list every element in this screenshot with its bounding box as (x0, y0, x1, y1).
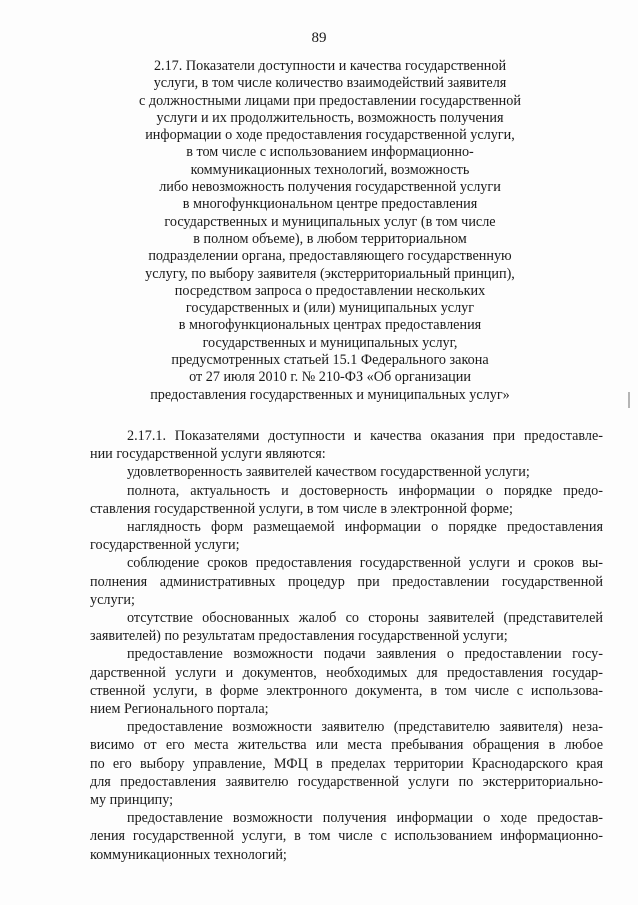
heading-line: либо невозможность получения государственной услуги (159, 179, 501, 196)
paragraph-line: заявителей) по результатам предоставления государственной услуги; (90, 628, 508, 645)
paragraph-line: нии государственной услуги являются: (90, 446, 326, 463)
heading-line: государственных и (или) муниципальных услуг (185, 300, 475, 317)
heading-line: подразделении органа, предоставляющего государственную (148, 248, 512, 265)
heading-line: с должностными лицами при предоставлении государственной (139, 92, 521, 109)
scan-edge-mark (628, 392, 630, 408)
paragraph-line: му принципу; (90, 792, 174, 809)
heading-line: государственных и муниципальных услуг, (202, 334, 458, 351)
heading-line: услуги, в том числе количество взаимодействий заявителя (153, 75, 507, 92)
paragraph-line: по его выбору управление, МФЦ в пределах территории Краснодарского края (90, 755, 603, 772)
paragraph-line: 2.17.1. Показателями доступности и качества оказания при предоставле- (127, 428, 603, 444)
heading-line: в том числе с использованием информационно- (186, 144, 474, 161)
paragraph-line: государственной услуги; (90, 537, 240, 554)
paragraph-line: ления государственной услуги, в том числе с использованием информационно- (90, 828, 603, 845)
paragraph-line: услуги; (90, 591, 135, 608)
paragraph-line: удовлетворенность заявителей качеством государственной услуги; (127, 464, 530, 481)
heading-line: предоставления государственных и муниципальных услуг» (150, 386, 510, 403)
paragraph-line: дарственной услуги и документов, необходимых для предоставления государ- (90, 664, 603, 681)
heading-line: коммуникационных технологий, возможность (190, 161, 470, 178)
body-text (90, 427, 603, 864)
paragraph-line: полнота, актуальность и достоверность информации о порядке предо- (127, 482, 603, 499)
paragraph-line: нием Регионального портала; (90, 701, 269, 718)
paragraph-line: для предоставления заявителю государственной услуги по экстерриториально- (90, 773, 603, 790)
heading-line: услугу, по выбору заявителя (экстерриториальный принцип), (145, 265, 515, 282)
heading-line: информации о ходе предоставления государственной услуги, (145, 127, 515, 144)
paragraph-line: предоставление возможности подачи заявления о предоставлении госу- (127, 646, 603, 663)
paragraph-line: наглядность форм размещаемой информации о порядке предоставления (127, 519, 603, 536)
paragraph-line: соблюдение сроков предоставления государственной услуги и сроков вы- (127, 555, 603, 572)
paragraph-line: предоставление возможности заявителю (представителю заявителя) неза- (127, 719, 603, 736)
paragraph-line: полнения административных процедур при предоставлении государственной (90, 573, 603, 590)
section-heading (100, 58, 560, 404)
heading-line: 2.17. Показатели доступности и качества государственной (153, 58, 507, 74)
paragraph-line: ственной услуги, в форме электронного документа, в том числе с использова- (90, 682, 603, 699)
heading-line: государственных и муниципальных услуг (в том числе (164, 213, 496, 230)
heading-line: в многофункциональных центрах предоставления (178, 317, 482, 334)
paragraph-line: предоставление возможности получения информации о ходе предостав- (127, 810, 603, 827)
heading-line: предусмотренных статьей 15.1 Федерального закона (171, 352, 489, 369)
paragraph-line: коммуникационных технологий; (90, 846, 287, 863)
heading-line: посредством запроса о предоставлении нескольких (174, 282, 486, 299)
page-number: 89 (311, 30, 327, 46)
paragraph-line: ставления государственной услуги, в том числе в электронной форме; (90, 500, 513, 517)
heading-line: от 27 июля 2010 г. № 210-ФЗ «Об организации (189, 369, 471, 386)
heading-line: в полном объеме), в любом территориальном (193, 230, 467, 247)
heading-line: услуги и их продолжительность, возможность получения (156, 109, 504, 126)
heading-line: в многофункциональном центре предоставления (182, 196, 478, 213)
paragraph-line: отсутствие обоснованных жалоб со стороны заявителей (представителей (127, 610, 603, 627)
paragraph-line: висимо от его места жительства или места пребывания обращения в любое (90, 737, 603, 754)
